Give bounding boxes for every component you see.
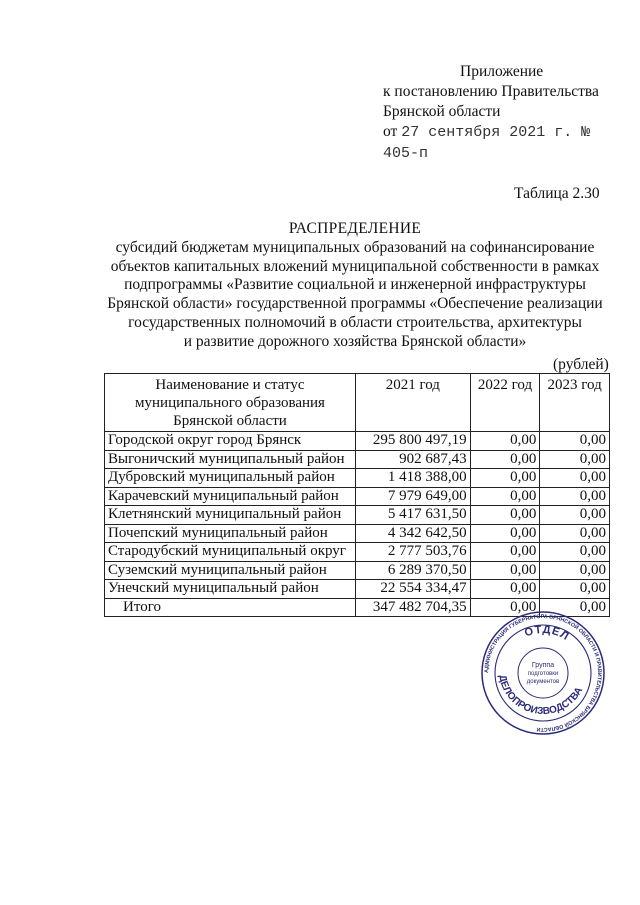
row-2022: 0,00 bbox=[470, 506, 540, 525]
row-2023: 0,00 bbox=[540, 450, 610, 469]
row-name: Стародубский муниципальный округ bbox=[105, 543, 356, 562]
table-row bbox=[105, 506, 610, 525]
table-row bbox=[105, 561, 610, 580]
row-2023: 0,00 bbox=[540, 543, 610, 562]
title-line: субсидий бюджетам муниципальных образований на софинансирование bbox=[115, 238, 595, 256]
row-2021: 7 979 649,00 bbox=[356, 487, 471, 506]
title-line: Брянской области» государственной программы «Обеспечение реализации bbox=[107, 295, 603, 313]
seal-center-line: подготовки bbox=[527, 671, 559, 677]
resolution-date-number: 27 сентября 2021 г. № 405-п bbox=[383, 124, 591, 162]
title-caption: РАСПРЕДЕЛЕНИЕ bbox=[288, 220, 422, 237]
row-2023: 0,00 bbox=[540, 432, 610, 451]
office-seal-stamp bbox=[480, 610, 606, 736]
total-2021: 347 482 704,35 bbox=[356, 598, 471, 617]
row-2022: 0,00 bbox=[470, 524, 540, 543]
row-2022: 0,00 bbox=[470, 561, 540, 580]
row-2023: 0,00 bbox=[540, 524, 610, 543]
appendix-region: Брянской области bbox=[383, 103, 501, 120]
header-name bbox=[105, 374, 356, 432]
row-2022: 0,00 bbox=[470, 450, 540, 469]
header-2023: 2023 год bbox=[540, 374, 610, 432]
appendix-resolution: к постановлению Правительства bbox=[383, 83, 599, 100]
row-name: Унечский муниципальный район bbox=[105, 580, 356, 599]
total-label: Итого bbox=[105, 598, 356, 617]
header-name-line: Наименование и статус bbox=[155, 377, 305, 393]
header-2022: 2022 год bbox=[470, 374, 540, 432]
row-2021: 22 554 334,47 bbox=[356, 580, 471, 599]
row-2023: 0,00 bbox=[540, 580, 610, 599]
appendix-title: Приложение bbox=[460, 63, 544, 80]
row-name: Выгоничский муниципальный район bbox=[105, 450, 356, 469]
row-name: Городской округ город Брянск bbox=[105, 432, 356, 451]
subsidy-distribution-table bbox=[104, 373, 610, 617]
table-row bbox=[105, 543, 610, 562]
table-row bbox=[105, 524, 610, 543]
row-name: Дубровский муниципальный район bbox=[105, 469, 356, 488]
row-2021: 2 777 503,76 bbox=[356, 543, 471, 562]
table-header-row bbox=[105, 374, 610, 432]
row-2022: 0,00 bbox=[470, 432, 540, 451]
table-row bbox=[105, 450, 610, 469]
table-row bbox=[105, 487, 610, 506]
row-2021: 902 687,43 bbox=[356, 450, 471, 469]
seal-inner-bottom: ДЕЛОПРОИЗВОДСТВА bbox=[496, 673, 586, 718]
seal-outer-text: АДМИНИСТРАЦИЯ ГУБЕРНАТОРА БРЯНСКОЙ ОБЛАСТИ И ПРАВИТЕЛЬСТВА БРЯНСКОЙ ОБЛАСТИ bbox=[483, 613, 603, 733]
header-name-line: Брянской области bbox=[173, 413, 287, 429]
seal-center-line: Группа bbox=[531, 662, 555, 669]
row-2022: 0,00 bbox=[470, 487, 540, 506]
row-2022: 0,00 bbox=[470, 580, 540, 599]
title-line: и развитие дорожного хозяйства Брянской области» bbox=[183, 332, 527, 350]
row-2023: 0,00 bbox=[540, 487, 610, 506]
row-2021: 295 800 497,19 bbox=[356, 432, 471, 451]
row-2021: 4 342 642,50 bbox=[356, 524, 471, 543]
title-line: государственных полномочий в области строительства, архитектуры bbox=[128, 313, 582, 331]
row-2023: 0,00 bbox=[540, 561, 610, 580]
row-name: Почепский муниципальный район bbox=[105, 524, 356, 543]
row-2022: 0,00 bbox=[470, 469, 540, 488]
row-2021: 6 289 370,50 bbox=[356, 561, 471, 580]
seal-center-line: документов bbox=[526, 679, 560, 685]
date-prefix: от bbox=[383, 123, 398, 140]
row-2023: 0,00 bbox=[540, 506, 610, 525]
document-title bbox=[100, 220, 610, 352]
total-2023: 0,00 bbox=[540, 598, 610, 617]
title-line: подпрограммы «Развитие социальной и инженерной инфраструктуры bbox=[124, 276, 586, 294]
header-2021: 2021 год bbox=[356, 374, 471, 432]
row-2021: 5 417 631,50 bbox=[356, 506, 471, 525]
table-row bbox=[105, 432, 610, 451]
table-row bbox=[105, 580, 610, 599]
row-name: Карачевский муниципальный район bbox=[105, 487, 356, 506]
seal-inner-top: ОТДЕЛ bbox=[523, 623, 572, 644]
total-2022: 0,00 bbox=[470, 598, 540, 617]
appendix-date-line bbox=[383, 122, 633, 164]
row-2021: 1 418 388,00 bbox=[356, 469, 471, 488]
title-line: объектов капитальных вложений муниципальной собственности в рамках bbox=[110, 257, 600, 275]
row-name: Суземский муниципальный район bbox=[105, 561, 356, 580]
header-name-line: муниципального образования bbox=[135, 395, 325, 411]
appendix-header bbox=[383, 62, 633, 164]
row-2023: 0,00 bbox=[540, 469, 610, 488]
table-number: Таблица 2.30 bbox=[514, 185, 600, 202]
row-name: Клетнянский муниципальный район bbox=[105, 506, 356, 525]
units-label: (рублей) bbox=[553, 356, 609, 373]
row-2022: 0,00 bbox=[470, 543, 540, 562]
table-row bbox=[105, 469, 610, 488]
